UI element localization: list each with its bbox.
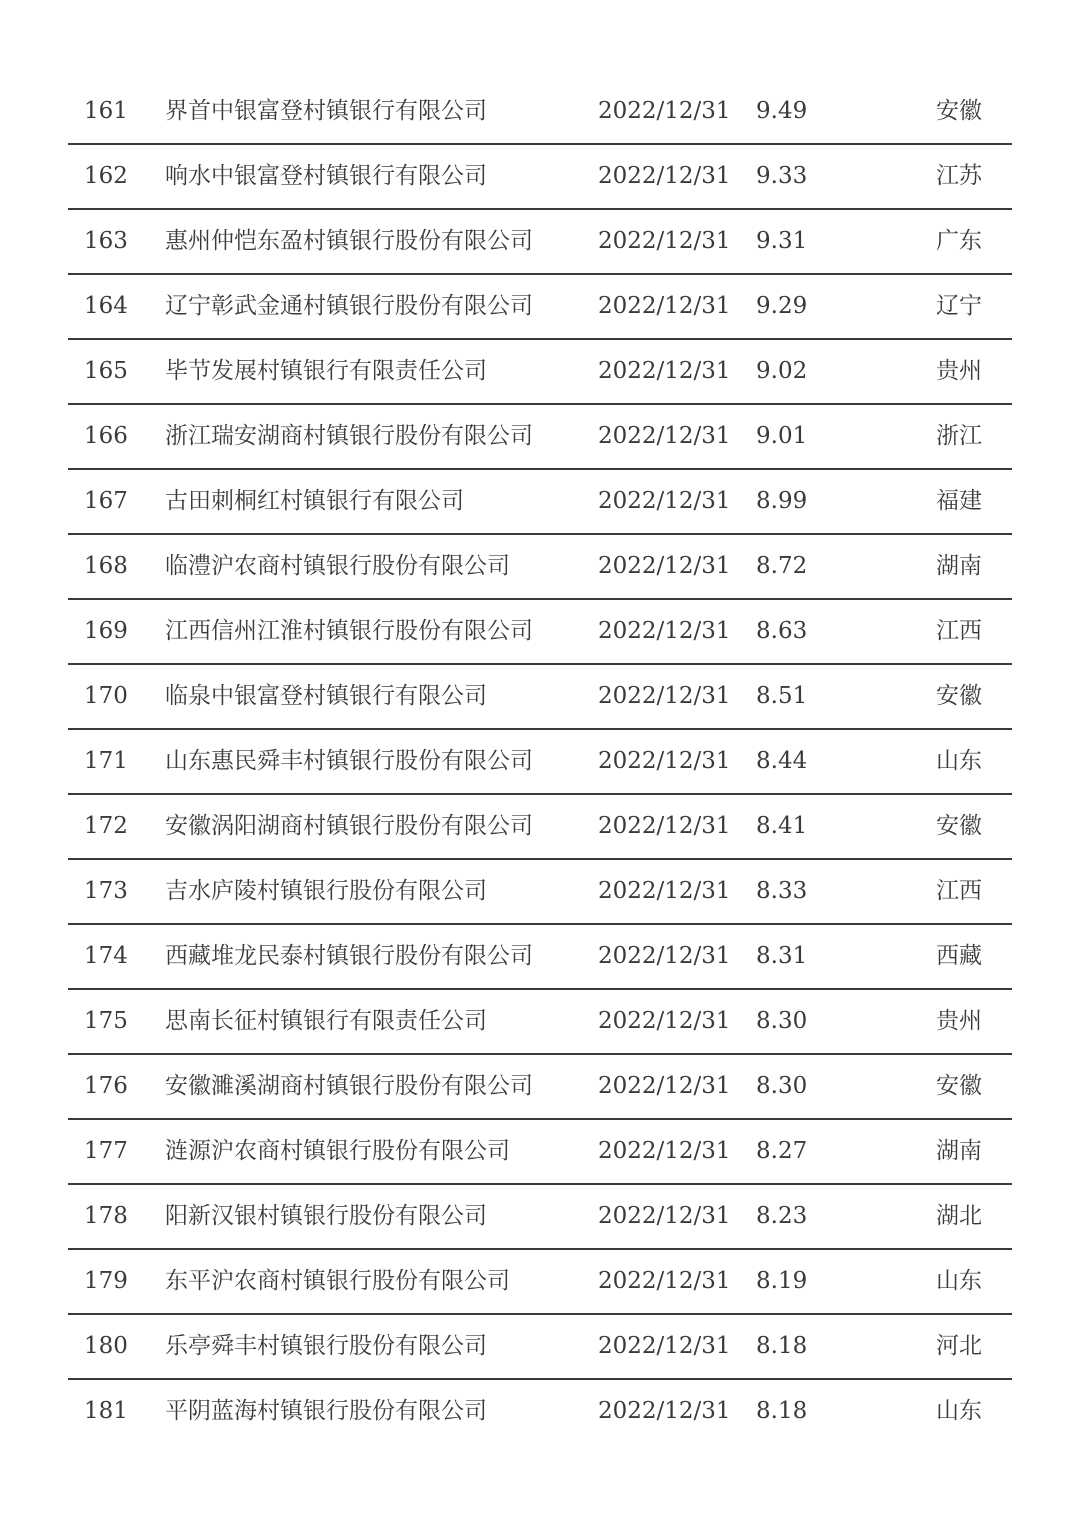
bank-name: 响水中银富登村镇银行有限公司 <box>165 163 487 189</box>
row-number: 179 <box>84 1268 128 1294</box>
province: 贵州 <box>936 358 982 384</box>
province: 江西 <box>936 618 982 644</box>
bank-name: 涟源沪农商村镇银行股份有限公司 <box>165 1138 510 1164</box>
bank-name: 西藏堆龙民泰村镇银行股份有限公司 <box>165 943 533 969</box>
bank-name: 思南长征村镇银行有限责任公司 <box>165 1008 487 1034</box>
value: 8.44 <box>756 748 808 774</box>
row-number: 181 <box>84 1398 128 1424</box>
report-date: 2022/12/31 <box>598 1008 731 1034</box>
report-date: 2022/12/31 <box>598 423 731 449</box>
bank-name: 吉水庐陵村镇银行股份有限公司 <box>165 878 487 904</box>
province: 江西 <box>936 878 982 904</box>
value: 9.33 <box>756 163 808 189</box>
table-row <box>68 1315 1012 1380</box>
province: 山东 <box>936 1268 982 1294</box>
value: 8.27 <box>756 1138 808 1164</box>
province: 福建 <box>936 488 982 514</box>
row-number: 165 <box>84 358 128 384</box>
bank-name: 浙江瑞安湖商村镇银行股份有限公司 <box>165 423 533 449</box>
value: 8.18 <box>756 1333 808 1359</box>
report-date: 2022/12/31 <box>598 98 731 124</box>
table-row <box>68 860 1012 925</box>
value: 8.63 <box>756 618 808 644</box>
value: 8.30 <box>756 1008 808 1034</box>
value: 9.31 <box>756 228 808 254</box>
value: 9.29 <box>756 293 808 319</box>
row-number: 176 <box>84 1073 128 1099</box>
province: 西藏 <box>936 943 982 969</box>
table-row <box>68 275 1012 340</box>
province: 湖北 <box>936 1203 982 1229</box>
table-row <box>68 80 1012 145</box>
report-date: 2022/12/31 <box>598 683 731 709</box>
bank-name: 界首中银富登村镇银行有限公司 <box>165 98 487 124</box>
row-number: 178 <box>84 1203 128 1229</box>
bank-name: 山东惠民舜丰村镇银行股份有限公司 <box>165 748 533 774</box>
row-number: 174 <box>84 943 128 969</box>
table-row <box>68 1250 1012 1315</box>
row-number: 164 <box>84 293 128 319</box>
province: 山东 <box>936 1398 982 1424</box>
province: 广东 <box>936 228 982 254</box>
value: 8.41 <box>756 813 808 839</box>
bank-name: 毕节发展村镇银行有限责任公司 <box>165 358 487 384</box>
row-number: 173 <box>84 878 128 904</box>
table-row <box>68 1185 1012 1250</box>
table-row <box>68 1055 1012 1120</box>
bank-name: 惠州仲恺东盈村镇银行股份有限公司 <box>165 228 533 254</box>
bank-name: 东平沪农商村镇银行股份有限公司 <box>165 1268 510 1294</box>
bank-name: 阳新汉银村镇银行股份有限公司 <box>165 1203 487 1229</box>
report-date: 2022/12/31 <box>598 878 731 904</box>
table-row <box>68 990 1012 1055</box>
bank-name: 江西信州江淮村镇银行股份有限公司 <box>165 618 533 644</box>
report-date: 2022/12/31 <box>598 1138 731 1164</box>
value: 8.23 <box>756 1203 808 1229</box>
row-number: 168 <box>84 553 128 579</box>
row-number: 170 <box>84 683 128 709</box>
report-date: 2022/12/31 <box>598 1333 731 1359</box>
report-date: 2022/12/31 <box>598 293 731 319</box>
bank-name: 乐亭舜丰村镇银行股份有限公司 <box>165 1333 487 1359</box>
bank-name: 临澧沪农商村镇银行股份有限公司 <box>165 553 510 579</box>
province: 江苏 <box>936 163 982 189</box>
report-date: 2022/12/31 <box>598 553 731 579</box>
row-number: 167 <box>84 488 128 514</box>
row-number: 166 <box>84 423 128 449</box>
table-row <box>68 795 1012 860</box>
table-row <box>68 210 1012 275</box>
province: 浙江 <box>936 423 982 449</box>
table-row <box>68 405 1012 470</box>
bank-name: 临泉中银富登村镇银行有限公司 <box>165 683 487 709</box>
report-date: 2022/12/31 <box>598 228 731 254</box>
report-date: 2022/12/31 <box>598 1203 731 1229</box>
row-number: 169 <box>84 618 128 644</box>
province: 安徽 <box>936 813 982 839</box>
value: 8.30 <box>756 1073 808 1099</box>
table-row <box>68 340 1012 405</box>
row-number: 172 <box>84 813 128 839</box>
row-number: 162 <box>84 163 128 189</box>
report-date: 2022/12/31 <box>598 163 731 189</box>
province: 辽宁 <box>936 293 982 319</box>
table-row <box>68 600 1012 665</box>
table-row <box>68 1380 1012 1443</box>
province: 安徽 <box>936 98 982 124</box>
value: 8.33 <box>756 878 808 904</box>
report-date: 2022/12/31 <box>598 618 731 644</box>
bank-table <box>68 80 1012 1443</box>
bank-name: 安徽涡阳湖商村镇银行股份有限公司 <box>165 813 533 839</box>
value: 8.72 <box>756 553 808 579</box>
province: 河北 <box>936 1333 982 1359</box>
report-date: 2022/12/31 <box>598 358 731 384</box>
bank-name: 古田刺桐红村镇银行有限公司 <box>165 488 464 514</box>
table-row <box>68 925 1012 990</box>
row-number: 163 <box>84 228 128 254</box>
value: 8.18 <box>756 1398 808 1424</box>
table-row <box>68 665 1012 730</box>
report-date: 2022/12/31 <box>598 1268 731 1294</box>
province: 贵州 <box>936 1008 982 1034</box>
value: 8.19 <box>756 1268 808 1294</box>
report-date: 2022/12/31 <box>598 1398 731 1424</box>
value: 8.31 <box>756 943 808 969</box>
value: 8.99 <box>756 488 808 514</box>
province: 安徽 <box>936 1073 982 1099</box>
province: 湖南 <box>936 1138 982 1164</box>
table-row <box>68 470 1012 535</box>
report-date: 2022/12/31 <box>598 813 731 839</box>
table-row <box>68 1120 1012 1185</box>
bank-name: 平阴蓝海村镇银行股份有限公司 <box>165 1398 487 1424</box>
table-row <box>68 145 1012 210</box>
report-date: 2022/12/31 <box>598 1073 731 1099</box>
value: 9.02 <box>756 358 808 384</box>
report-date: 2022/12/31 <box>598 748 731 774</box>
value: 9.49 <box>756 98 808 124</box>
table-row <box>68 730 1012 795</box>
province: 湖南 <box>936 553 982 579</box>
province: 安徽 <box>936 683 982 709</box>
value: 8.51 <box>756 683 808 709</box>
bank-name: 辽宁彰武金通村镇银行股份有限公司 <box>165 293 533 319</box>
bank-name: 安徽濉溪湖商村镇银行股份有限公司 <box>165 1073 533 1099</box>
table-row <box>68 535 1012 600</box>
report-date: 2022/12/31 <box>598 488 731 514</box>
row-number: 175 <box>84 1008 128 1034</box>
value: 9.01 <box>756 423 808 449</box>
row-number: 171 <box>84 748 128 774</box>
report-date: 2022/12/31 <box>598 943 731 969</box>
province: 山东 <box>936 748 982 774</box>
row-number: 177 <box>84 1138 128 1164</box>
row-number: 161 <box>84 98 128 124</box>
row-number: 180 <box>84 1333 128 1359</box>
